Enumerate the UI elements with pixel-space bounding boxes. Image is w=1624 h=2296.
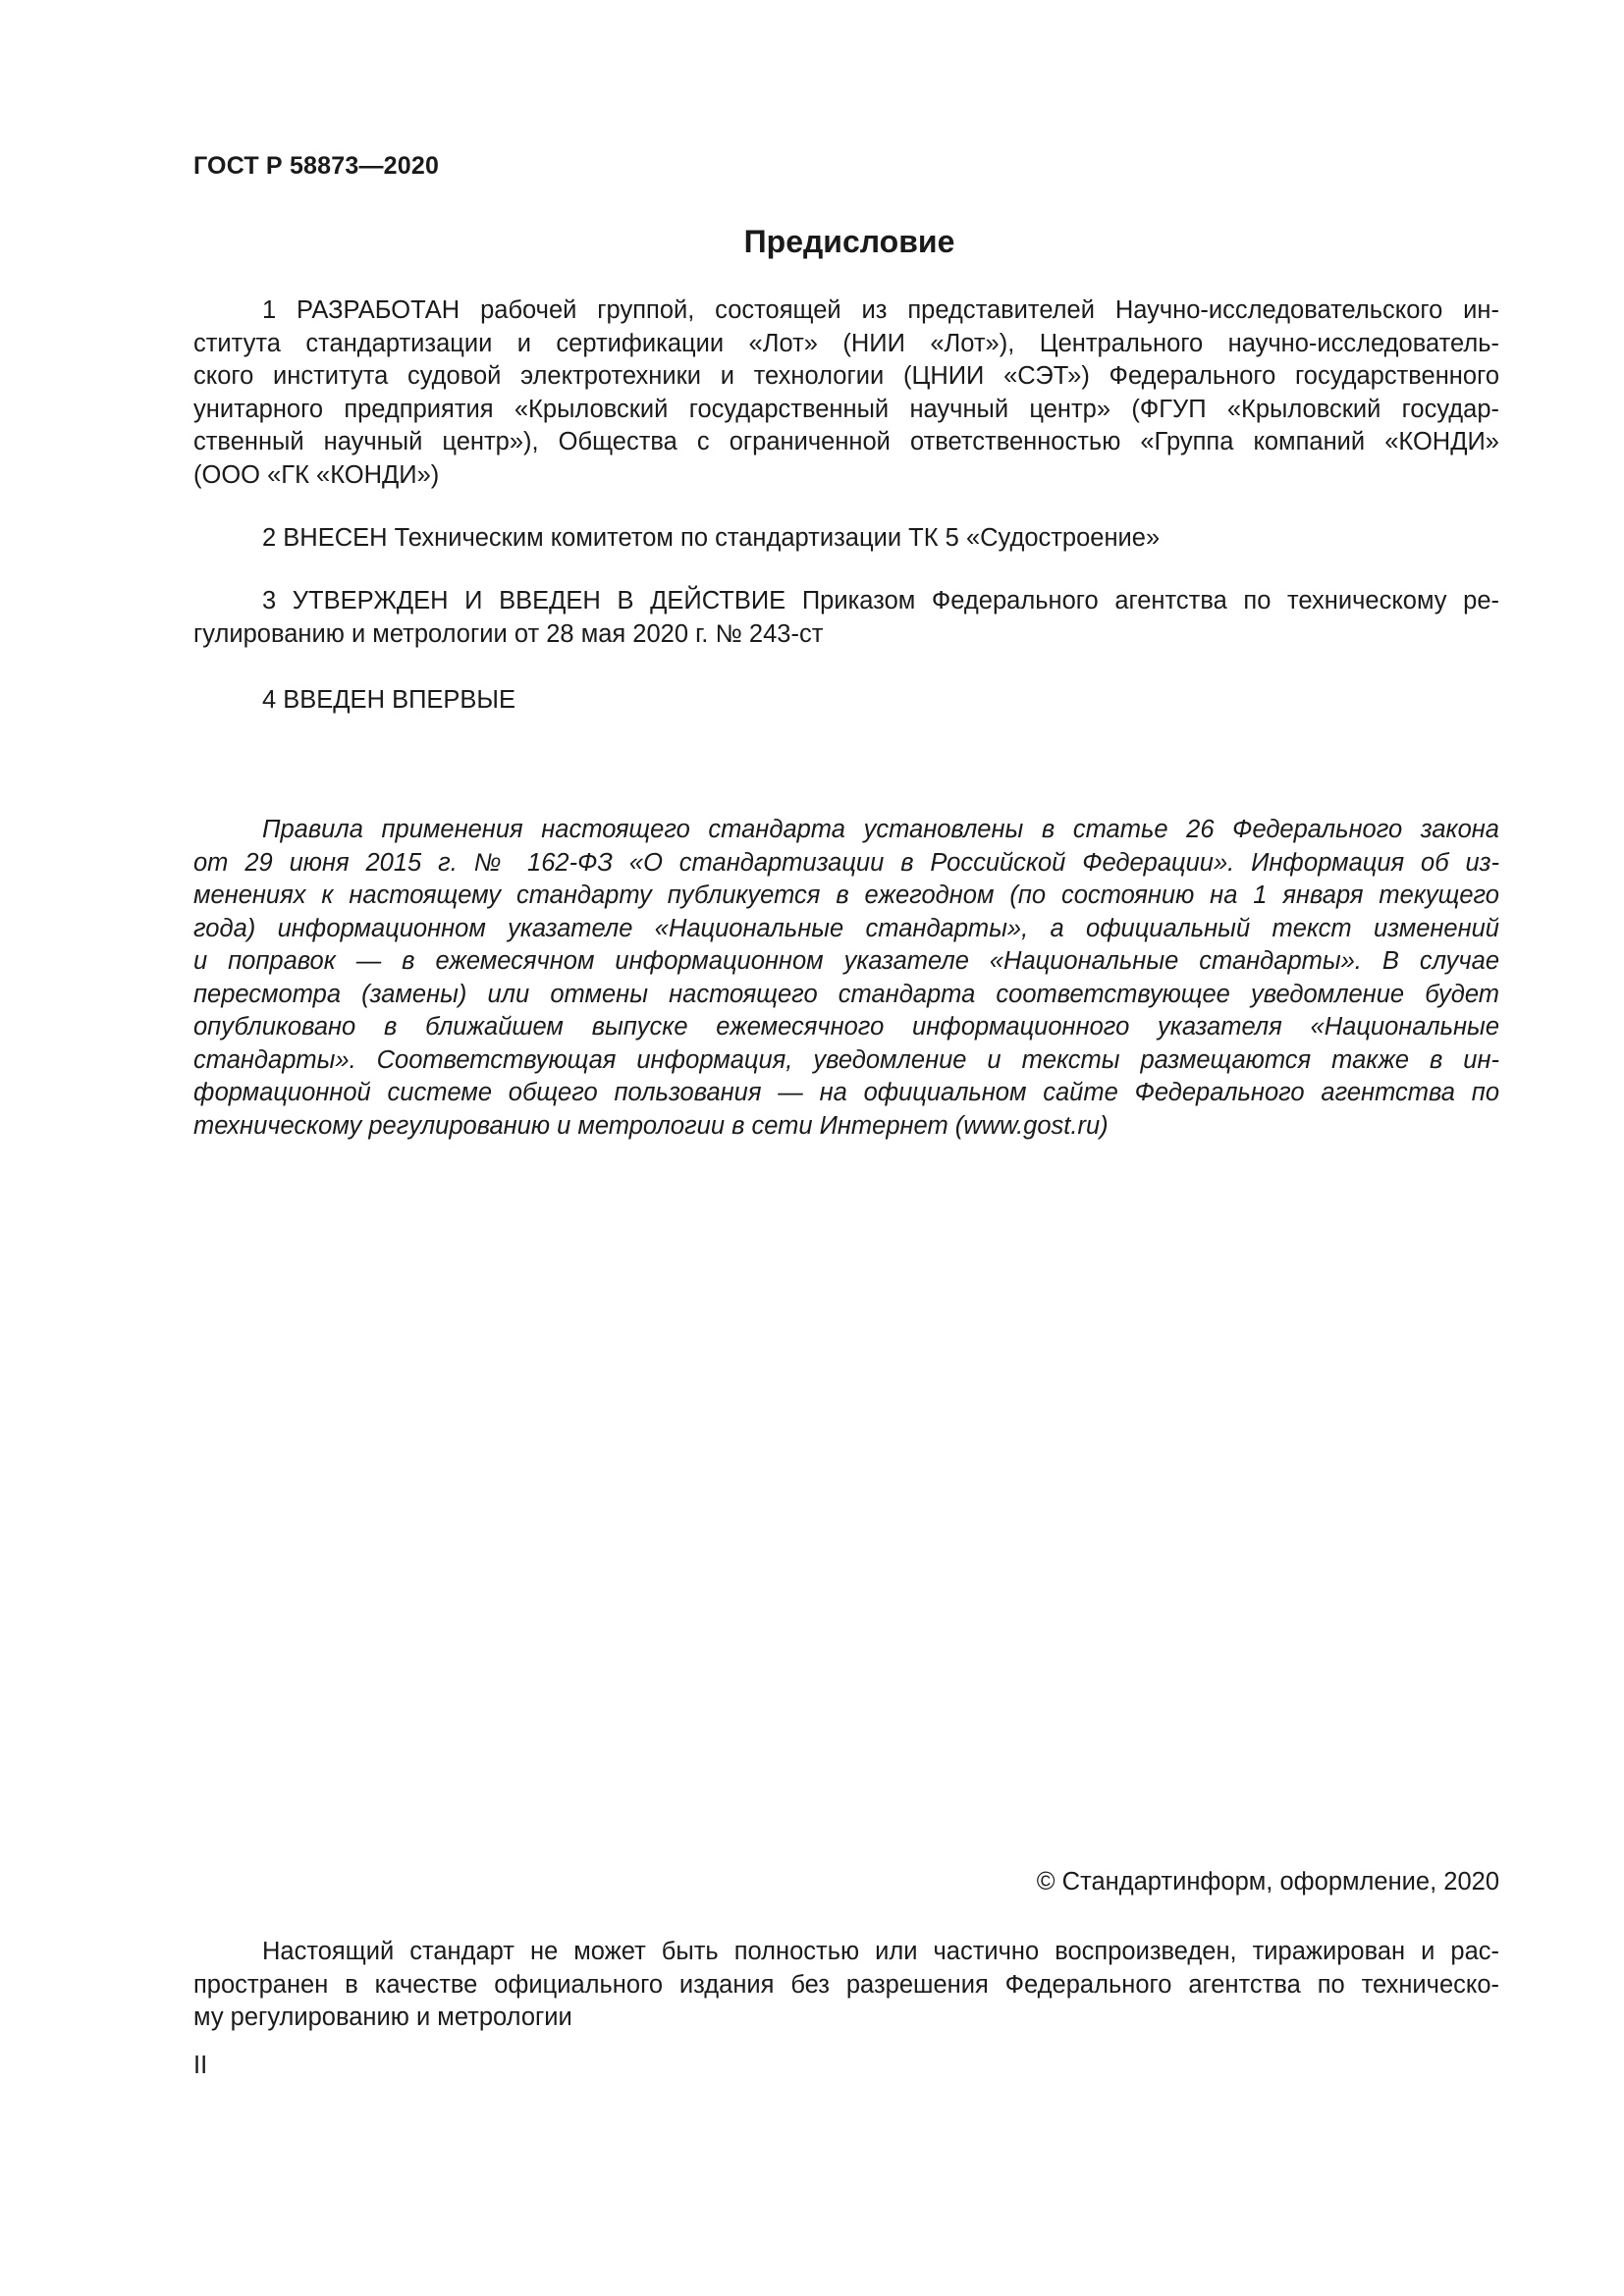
- paragraph-line: 3 УТВЕРЖДЕН И ВВЕДЕН В ДЕЙСТВИЕ Приказом Федерального агентства по техническому ре-: [262, 587, 1499, 614]
- paragraph-line: 2 ВНЕСЕН Техническим комитетом по стандартизации ТК 5 «Судостроение»: [262, 524, 1161, 552]
- paragraph-line: гулированию и метрологии от 28 мая 2020 г. № 243-ст: [193, 619, 824, 648]
- page-title: Предисловие: [743, 224, 955, 259]
- preface-item-developed: [193, 294, 1499, 492]
- notice-line: стандарты». Соответствующая информация, уведомление и тексты размещаются также в ин-: [193, 1045, 1499, 1074]
- preface-item-first-introduced: [193, 684, 1499, 718]
- page-number: II: [193, 2052, 208, 2079]
- notice-line: опубликовано в ближайшем выпуске ежемесячного информационного указателя «Национальные: [193, 1013, 1499, 1041]
- preface-item-introduced: [193, 522, 1499, 556]
- notice-line: формационной системе общего пользования — на официальном сайте Федерального агентства по: [193, 1079, 1499, 1106]
- notice-line: пространен в качестве официального издания без разрешения Федерального агентства по техническо-: [193, 1970, 1499, 1999]
- notice-line: техническому регулированию и метрологии в сети Интернет (www.gost.ru): [193, 1111, 1109, 1140]
- notice-line: Правила применения настоящего стандарта установлены в статье 26 Федерального закона: [262, 816, 1499, 843]
- paragraph-line: ственный научный центр»), Общества с ограниченной ответственностью «Группа компаний «КОНДИ»: [193, 428, 1499, 455]
- preface-item-approved: [193, 585, 1499, 651]
- reproduction-notice: [193, 1936, 1499, 2035]
- notice-line: и поправок — в ежемесячном информационном указателе «Национальные стандарты». В случае: [193, 947, 1499, 975]
- notice-line: от 29 июня 2015 г. № 162-ФЗ «О стандартизации в Российской Федерации». Информация об из-: [193, 848, 1499, 877]
- paragraph-line: унитарного предприятия «Крыловский государственный научный центр» (ФГУП «Крыловский государ-: [193, 395, 1499, 423]
- notice-line: менениях к настоящему стандарту публикуется в ежегодном (по состоянию на 1 января текущего: [193, 881, 1499, 909]
- paragraph-line: ского института судовой электротехники и технологии (ЦНИИ «СЭТ») Федерального государственного: [193, 362, 1499, 390]
- paragraph-line: 1 РАЗРАБОТАН рабочей группой, состоящей из представителей Научно-исследовательского ин-: [262, 296, 1499, 324]
- notice-line: Настоящий стандарт не может быть полностью или частично воспроизведен, тиражирован и рас-: [262, 1938, 1499, 1965]
- notice-line: му регулированию и метрологии: [193, 2003, 572, 2031]
- copyright-notice: © Стандартинформ, оформление, 2020: [1036, 1868, 1499, 1896]
- notice-line: года) информационном указателе «Национальные стандарты», а официальный текст изменений: [193, 914, 1499, 942]
- paragraph-line: ститута стандартизации и сертификации «Лот» (НИИ «Лот»), Центрального научно-исследователь-: [193, 329, 1499, 357]
- paragraph-line: (ООО «ГК «КОНДИ»): [193, 460, 440, 489]
- paragraph-line: 4 ВВЕДЕН ВПЕРВЫЕ: [262, 686, 516, 714]
- document-code: ГОСТ Р 58873—2020: [193, 152, 440, 180]
- notice-line: пересмотра (замены) или отмены настоящего стандарта соответствующее уведомление будет: [193, 980, 1499, 1008]
- rules-notice: [193, 814, 1499, 1143]
